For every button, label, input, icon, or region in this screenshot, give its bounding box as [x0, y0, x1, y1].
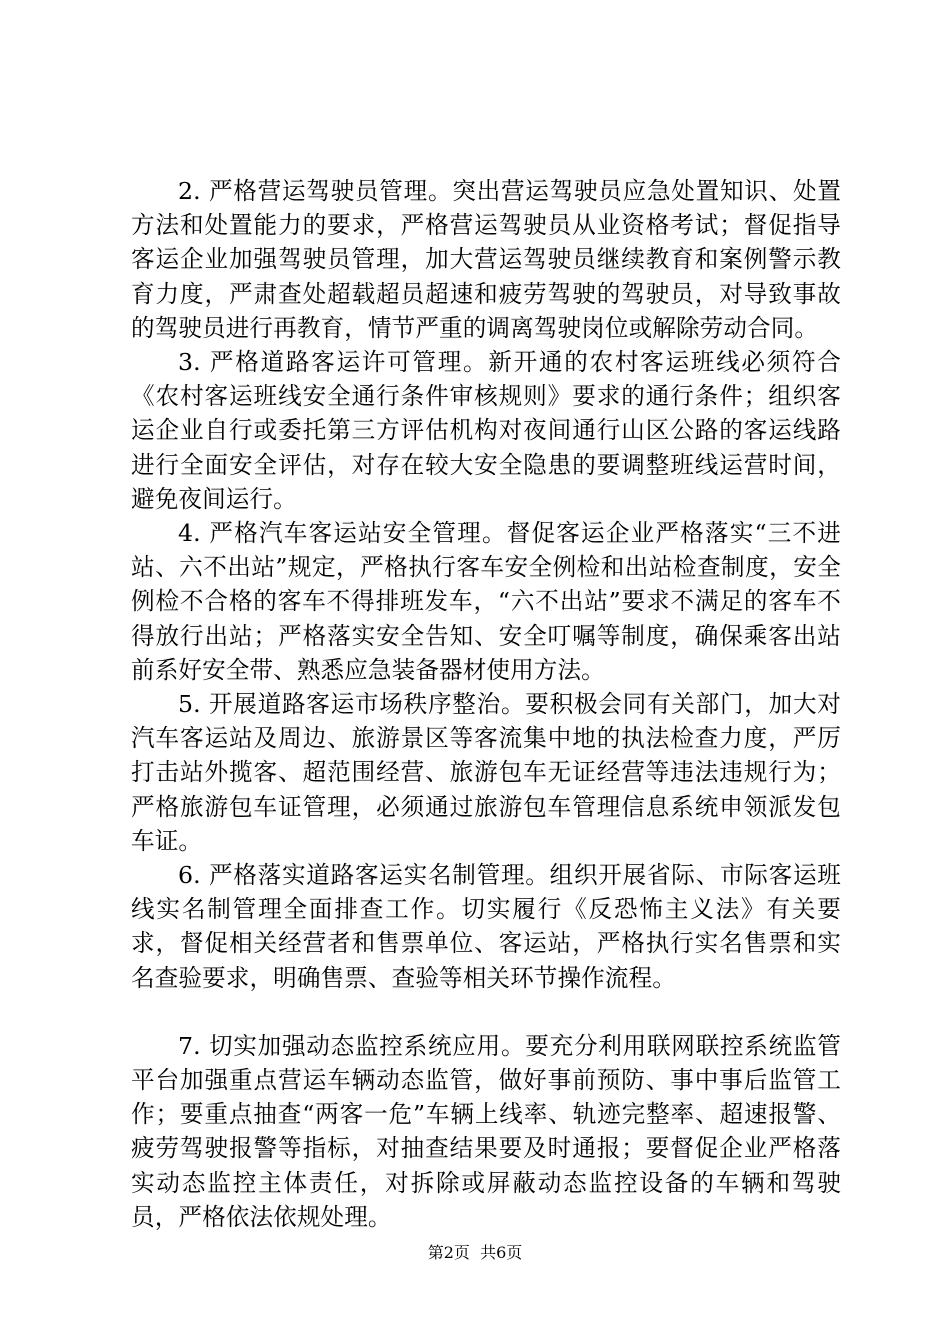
page-total: 共6页 [480, 1243, 523, 1262]
paragraph-item-6: 6. 严格落实道路客运实名制管理。组织开展省际、市际客运班线实名制管理全面排查工作。切实履行《反恐怖主义法》有关要求，督促相关经营者和售票单位、客运站，严格执行实名售票和实名查验要求，明确售票、查验等相关环节操作流程。 [131, 861, 841, 992]
document-body [131, 174, 841, 1234]
footer-spacer [470, 1243, 480, 1262]
paragraph-item-5: 5. 开展道路客运市场秩序整治。要积极会同有关部门，加大对汽车客运站及周边、旅游景区等客流集中地的执法检查力度，严厉打击站外揽客、超范围经营、旅游包车无证经营等违法违规行为；严格旅游包车证管理，必须通过旅游包车管理信息系统申领派发包车证。 [131, 690, 841, 855]
paragraph-item-2: 2. 严格营运驾驶员管理。突出营运驾驶员应急处置知识、处置方法和处置能力的要求，严格营运驾驶员从业资格考试；督促指导客运企业加强驾驶员管理，加大营运驾驶员继续教育和案例警示教育力度，严肃查处超载超员超速和疲劳驾驶的驾驶员，对导致事故的驾驶员进行再教育，情节严重的调离驾驶岗位或解除劳动合同。 [131, 177, 841, 342]
paragraph-item-7: 7. 切实加强动态监控系统应用。要充分利用联网联控系统监管平台加强重点营运车辆动态监管，做好事前预防、事中事后监管工作；要重点抽查“两客一危”车辆上线率、轨迹完整率、超速报警、疲劳驾驶报警等指标，对抽查结果要及时通报；要督促企业严格落实动态监控主体责任，对拆除或屏蔽动态监控设备的车辆和驾驶员，严格依法依规处理。 [131, 1031, 841, 1231]
page-number: 第2页 [427, 1243, 470, 1262]
page-footer [0, 1243, 950, 1263]
paragraph-item-4: 4. 严格汽车客运站安全管理。督促客运企业严格落实“三不进站、六不出站”规定，严格执行客车安全例检和出站检查制度，安全例检不合格的客车不得排班发车，“六不出站”要求不满足的客车不得放行出站；严格落实安全告知、安全叮嘱等制度，确保乘客出站前系好安全带、熟悉应急装备器材使用方法。 [131, 519, 841, 684]
paragraph-item-3: 3. 严格道路客运许可管理。新开通的农村客运班线必须符合《农村客运班线安全通行条件审核规则》要求的通行条件；组织客运企业自行或委托第三方评估机构对夜间通行山区公路的客运线路进行全面安全评估，对存在较大安全隐患的要调整班线运营时间，避免夜间运行。 [131, 348, 841, 513]
